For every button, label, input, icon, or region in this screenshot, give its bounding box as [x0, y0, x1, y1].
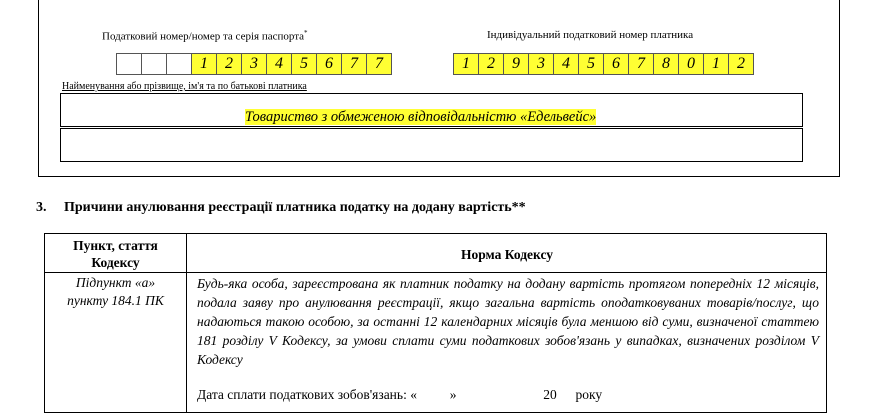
digit-cell[interactable]: 5 [291, 53, 317, 75]
digit-cell[interactable]: 1 [191, 53, 217, 75]
digit-cell[interactable]: 2 [478, 53, 504, 75]
digit-cell[interactable]: 5 [578, 53, 604, 75]
digit-cell[interactable]: 3 [241, 53, 267, 75]
company-name-field-line2[interactable] [60, 128, 803, 162]
digit-cell[interactable]: 9 [503, 53, 529, 75]
ipn-cells [454, 53, 754, 75]
digit-cell[interactable]: 6 [603, 53, 629, 75]
column-header-point: Пункт, стаття Кодексу [73, 238, 158, 270]
digit-cell[interactable]: 6 [316, 53, 342, 75]
section-3-title: 3. Причини анулювання реєстрації платника податку на додану вартість** [36, 200, 526, 215]
ipn-label: Індивідуальний податковий номер платника [487, 29, 694, 41]
digit-cell[interactable]: 0 [678, 53, 704, 75]
company-name: Товариство з обмеженою відповідальністю «Едельвейс» [245, 109, 597, 125]
tax-number-label: Податковий номер/номер та серія паспорта* [102, 29, 308, 43]
digit-cell[interactable]: 7 [628, 53, 654, 75]
digit-cell[interactable] [141, 53, 167, 75]
digit-cell[interactable] [116, 53, 142, 75]
tax-number-cells [117, 53, 392, 75]
payment-date-line: Дата сплати податкових зобов'язань: « » 20 року [197, 387, 603, 402]
reasons-table [44, 233, 827, 413]
row-norm-text: Будь-яка особа, зареєстрована як платник податку на додану вартість протягом попередніх 12 місяців, подала заяву про анулювання реєстрації, якщо загальна вартість оподатковуваних товарів/послуг, що надаються такою особою, за останні 12 календарних місяців була меншою від суми, визначеної статтею 181 розділу V Кодексу, за умови сплати суми податкових зобов'язань у випадках, визначених розділом V Кодексу [197, 276, 819, 367]
digit-cell[interactable] [166, 53, 192, 75]
digit-cell[interactable]: 4 [266, 53, 292, 75]
digit-cell[interactable]: 4 [553, 53, 579, 75]
digit-cell[interactable]: 7 [341, 53, 367, 75]
table-header-divider [45, 272, 826, 273]
digit-cell[interactable]: 2 [728, 53, 754, 75]
name-label: Найменування або прізвище, ім'я та по батькові платника [62, 81, 307, 92]
digit-cell[interactable]: 7 [366, 53, 392, 75]
column-header-norm: Норма Кодексу [460, 247, 554, 262]
digit-cell[interactable]: 1 [453, 53, 479, 75]
digit-cell[interactable]: 8 [653, 53, 679, 75]
row-point-cell: Підпункт «а» пункту 184.1 ПК [67, 275, 164, 308]
digit-cell[interactable]: 2 [216, 53, 242, 75]
digit-cell[interactable]: 1 [703, 53, 729, 75]
digit-cell[interactable]: 3 [528, 53, 554, 75]
